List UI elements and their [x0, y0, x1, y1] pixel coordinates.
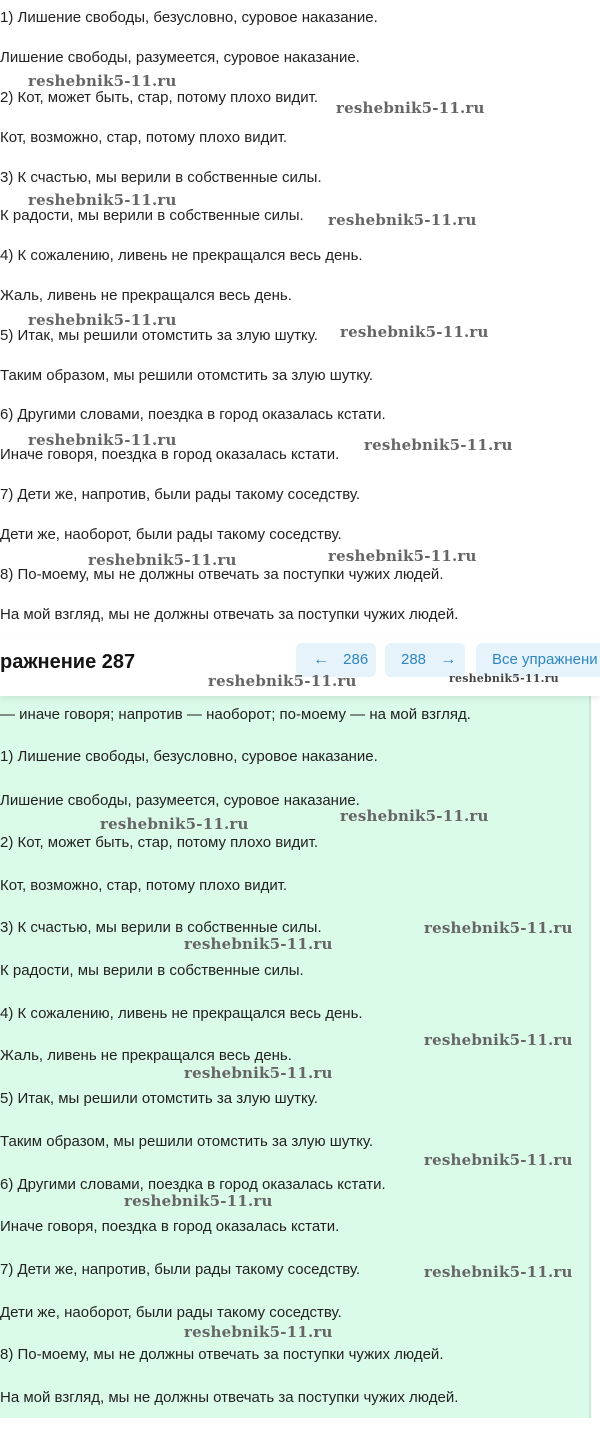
answer-line-7: 4) К сожалению, ливень не прекращался весь день.	[0, 1005, 363, 1022]
top-line-16: На мой взгляд, мы не должны отвечать за поступки чужих людей.	[0, 606, 459, 623]
top-line-9: 5) Итак, мы решили отомстить за злую шутку.	[0, 327, 318, 344]
prev-exercise-label: 286	[343, 651, 369, 668]
top-line-3: 2) Кот, может быть, стар, потому плохо видит.	[0, 89, 319, 106]
top-line-10: Таким образом, мы решили отомстить за злую шутку.	[0, 367, 374, 384]
exercise-header	[0, 638, 600, 696]
watermark: reshebnik5-11.ru	[424, 1031, 573, 1049]
watermark: reshebnik5-11.ru	[28, 311, 177, 329]
top-line-6: К радости, мы верили в собственные силы.	[0, 207, 304, 224]
top-line-4: Кот, возможно, стар, потому плохо видит.	[0, 129, 288, 146]
watermark: reshebnik5-11.ru	[328, 547, 477, 565]
answer-panel-border	[589, 696, 591, 1418]
watermark: reshebnik5-11.ru	[424, 1263, 573, 1281]
answer-line-9: 5) Итак, мы решили отомстить за злую шутку.	[0, 1090, 318, 1107]
top-line-15: 8) По-моему, мы не должны отвечать за поступки чужих людей.	[0, 566, 444, 583]
watermark: reshebnik5-11.ru	[184, 935, 333, 953]
answer-line-8: Жаль, ливень не прекращался весь день.	[0, 1047, 292, 1064]
watermark: reshebnik5-11.ru	[100, 815, 249, 833]
watermark: reshebnik5-11.ru	[208, 672, 357, 690]
answer-line-10: Таким образом, мы решили отомстить за злую шутку.	[0, 1133, 374, 1150]
answer-line-11: 6) Другими словами, поездка в город оказалась кстати.	[0, 1176, 386, 1193]
exercise-title: ражнение 287	[0, 651, 136, 673]
watermark: reshebnik5-11.ru	[28, 431, 177, 449]
all-exercises-label: Все упражнени	[492, 651, 598, 668]
watermark: reshebnik5-11.ru	[424, 1151, 573, 1169]
answer-line-16: На мой взгляд, мы не должны отвечать за поступки чужих людей.	[0, 1389, 459, 1406]
top-line-5: 3) К счастью, мы верили в собственные силы.	[0, 169, 322, 186]
answer-line-2: Лишение свободы, разумеется, суровое наказание.	[0, 792, 360, 809]
arrow-left-icon: ←	[313, 651, 329, 668]
watermark: reshebnik5-11.ru	[340, 323, 489, 341]
watermark: reshebnik5-11.ru	[124, 1192, 273, 1210]
top-line-8: Жаль, ливень не прекращался весь день.	[0, 287, 292, 304]
top-line-14: Дети же, наоборот, были рады такому соседству.	[0, 526, 342, 543]
top-line-11: 6) Другими словами, поездка в город оказалась кстати.	[0, 406, 386, 423]
watermark: reshebnik5-11.ru	[340, 807, 489, 825]
watermark: reshebnik5-11.ru	[364, 436, 513, 454]
answer-line-14: Дети же, наоборот, были рады такому соседству.	[0, 1304, 342, 1321]
arrow-right-icon: →	[440, 651, 457, 668]
answer-line-6: К радости, мы верили в собственные силы.	[0, 962, 304, 979]
top-line-12: Иначе говоря, поездка в город оказалась кстати.	[0, 446, 340, 463]
answer-line-1: 1) Лишение свободы, безусловно, суровое наказание.	[0, 748, 378, 765]
answer-intro: — иначе говоря; напротив — наоборот; по-моему — на мой взгляд.	[0, 706, 471, 723]
watermark: reshebnik5-11.ru	[328, 211, 477, 229]
answer-line-4: Кот, возможно, стар, потому плохо видит.	[0, 877, 288, 894]
watermark: reshebnik5-11.ru	[184, 1064, 333, 1082]
watermark: reshebnik5-11.ru	[424, 919, 573, 937]
top-line-2: Лишение свободы, разумеется, суровое наказание.	[0, 49, 360, 66]
watermark: reshebnik5-11.ru	[28, 72, 177, 90]
next-exercise-label: 288	[401, 651, 427, 668]
answer-line-15: 8) По-моему, мы не должны отвечать за поступки чужих людей.	[0, 1346, 444, 1363]
answer-line-13: 7) Дети же, напротив, были рады такому соседству.	[0, 1261, 361, 1278]
watermark: reshebnik5-11.ru	[88, 551, 237, 569]
top-line-13: 7) Дети же, напротив, были рады такому соседству.	[0, 486, 361, 503]
top-line-7: 4) К сожалению, ливень не прекращался весь день.	[0, 247, 363, 264]
answer-line-12: Иначе говоря, поездка в город оказалась кстати.	[0, 1218, 340, 1235]
top-line-1: 1) Лишение свободы, безусловно, суровое наказание.	[0, 9, 378, 26]
watermark: reshebnik5-11.ru	[336, 99, 485, 117]
watermark: reshebnik5-11.ru	[449, 672, 559, 685]
answer-line-3: 2) Кот, может быть, стар, потому плохо видит.	[0, 834, 319, 851]
answer-line-5: 3) К счастью, мы верили в собственные силы.	[0, 919, 322, 936]
watermark: reshebnik5-11.ru	[28, 191, 177, 209]
watermark: reshebnik5-11.ru	[184, 1323, 333, 1341]
